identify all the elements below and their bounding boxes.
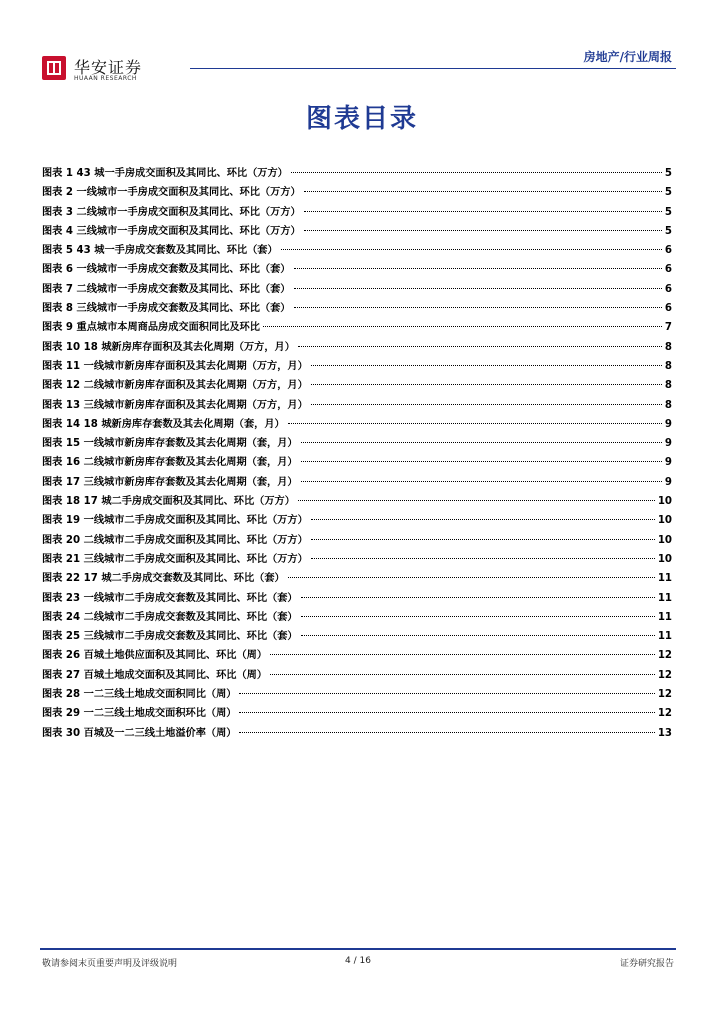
huaan-logo-icon bbox=[42, 56, 66, 80]
toc-entry[interactable] bbox=[42, 646, 672, 665]
toc-entry-page[interactable]: 12 bbox=[657, 650, 672, 662]
toc-entry-label[interactable]: 图表 8 三线城市一手房成交套数及其同比、环比（套） bbox=[42, 303, 291, 315]
toc-entry-page[interactable]: 10 bbox=[657, 515, 672, 527]
toc-entry-page[interactable]: 8 bbox=[664, 399, 672, 411]
toc-entry-page[interactable]: 6 bbox=[664, 283, 672, 295]
toc-entry-label[interactable]: 图表 25 三线城市二手房成交套数及其同比、环比（套） bbox=[42, 631, 298, 643]
toc-dot-leader bbox=[311, 558, 655, 559]
toc-dot-leader bbox=[294, 288, 662, 289]
toc-entry[interactable] bbox=[42, 685, 672, 704]
toc-entry-label[interactable]: 图表 1 43 城一手房成交面积及其同比、环比（万方） bbox=[42, 168, 288, 179]
toc-entry-label[interactable]: 图表 2 一线城市一手房成交面积及其同比、环比（万方） bbox=[42, 187, 301, 199]
toc-entry-page[interactable]: 7 bbox=[664, 322, 672, 334]
toc-entry-label[interactable]: 图表 28 一二三线土地成交面积同比（周） bbox=[42, 689, 237, 701]
toc-entry-page[interactable]: 11 bbox=[657, 592, 672, 604]
toc-entry-label[interactable]: 图表 13 三线城市新房库存面积及其去化周期（万方，月） bbox=[42, 399, 308, 411]
toc-dot-leader bbox=[298, 346, 662, 347]
toc-dot-leader bbox=[270, 654, 655, 655]
toc-entry-label[interactable]: 图表 18 17 城二手房成交面积及其同比、环比（万方） bbox=[42, 496, 295, 508]
toc-dot-leader bbox=[304, 211, 662, 212]
toc-dot-leader bbox=[239, 693, 654, 694]
brand-name-cn: 华安证券 bbox=[74, 58, 143, 77]
toc-entry-page[interactable]: 5 bbox=[664, 168, 672, 179]
toc-entry[interactable] bbox=[42, 531, 672, 550]
toc-dot-leader bbox=[288, 577, 655, 578]
toc-entry[interactable] bbox=[42, 299, 672, 318]
toc-entry[interactable] bbox=[42, 453, 672, 472]
toc-entry-label[interactable]: 图表 17 三线城市新房库存套数及其去化周期（套，月） bbox=[42, 476, 298, 488]
toc-entry[interactable] bbox=[42, 376, 672, 395]
toc-entry-label[interactable]: 图表 24 二线城市二手房成交套数及其同比、环比（套） bbox=[42, 611, 298, 623]
toc-entry-label[interactable]: 图表 21 三线城市二手房成交面积及其同比、环比（万方） bbox=[42, 553, 308, 565]
toc-entry[interactable] bbox=[42, 434, 672, 453]
header-divider bbox=[190, 68, 676, 69]
figure-toc-list bbox=[42, 164, 672, 743]
toc-entry-page[interactable]: 12 bbox=[657, 689, 672, 701]
toc-entry-page[interactable]: 9 bbox=[664, 476, 672, 488]
toc-entry-label[interactable]: 图表 26 百城土地供应面积及其同比、环比（周） bbox=[42, 650, 268, 662]
toc-entry-label[interactable]: 图表 15 一线城市新房库存套数及其去化周期（套，月） bbox=[42, 438, 298, 450]
toc-dot-leader bbox=[311, 519, 655, 520]
toc-entry[interactable] bbox=[42, 164, 672, 183]
toc-entry-page[interactable]: 10 bbox=[657, 534, 672, 546]
page-header bbox=[40, 44, 676, 86]
toc-dot-leader bbox=[311, 384, 662, 385]
toc-entry-label[interactable]: 图表 14 18 城新房库存套数及其去化周期（套，月） bbox=[42, 418, 285, 430]
toc-dot-leader bbox=[239, 732, 654, 733]
toc-entry-page[interactable]: 8 bbox=[664, 341, 672, 353]
toc-entry[interactable] bbox=[42, 357, 672, 376]
toc-entry[interactable] bbox=[42, 724, 672, 743]
toc-entry-page[interactable]: 9 bbox=[664, 418, 672, 430]
toc-dot-leader bbox=[301, 481, 662, 482]
toc-entry[interactable] bbox=[42, 550, 672, 569]
toc-dot-leader bbox=[301, 442, 662, 443]
toc-dot-leader bbox=[294, 307, 662, 308]
toc-dot-leader bbox=[294, 268, 662, 269]
toc-entry-page[interactable]: 6 bbox=[664, 245, 672, 257]
toc-entry-page[interactable]: 5 bbox=[664, 206, 672, 218]
toc-dot-leader bbox=[301, 616, 655, 617]
toc-entry-label[interactable]: 图表 22 17 城二手房成交套数及其同比、环比（套） bbox=[42, 573, 285, 585]
toc-entry-label[interactable]: 图表 16 二线城市新房库存套数及其去化周期（套，月） bbox=[42, 457, 298, 469]
toc-entry-page[interactable]: 9 bbox=[664, 457, 672, 469]
page-title: 图表目录 bbox=[305, 104, 418, 134]
toc-dot-leader bbox=[288, 423, 662, 424]
toc-entry[interactable] bbox=[42, 473, 672, 492]
toc-dot-leader bbox=[270, 674, 655, 675]
toc-entry[interactable] bbox=[42, 589, 672, 608]
toc-entry-page[interactable]: 11 bbox=[657, 631, 672, 643]
toc-entry-label[interactable]: 图表 20 二线城市二手房成交面积及其同比、环比（万方） bbox=[42, 534, 308, 546]
toc-entry-label[interactable]: 图表 10 18 城新房库存面积及其去化周期（万方，月） bbox=[42, 341, 295, 353]
toc-dot-leader bbox=[298, 500, 655, 501]
toc-entry-page[interactable]: 6 bbox=[664, 264, 672, 276]
toc-entry-page[interactable]: 8 bbox=[664, 360, 672, 372]
toc-dot-leader bbox=[301, 635, 655, 636]
toc-entry-label[interactable]: 图表 30 百城及一二三线土地溢价率（周） bbox=[42, 727, 237, 739]
toc-entry[interactable] bbox=[42, 492, 672, 511]
toc-entry-label[interactable]: 图表 19 一线城市二手房成交面积及其同比、环比（万方） bbox=[42, 515, 308, 527]
toc-entry-label[interactable]: 图表 23 一线城市二手房成交套数及其同比、环比（套） bbox=[42, 592, 298, 604]
toc-entry-page[interactable]: 8 bbox=[664, 380, 672, 392]
toc-entry-page[interactable]: 10 bbox=[657, 496, 672, 508]
toc-dot-leader bbox=[281, 249, 662, 250]
toc-entry-page[interactable]: 12 bbox=[657, 669, 672, 681]
toc-dot-leader bbox=[291, 172, 662, 173]
toc-dot-leader bbox=[301, 461, 662, 462]
toc-entry[interactable] bbox=[42, 627, 672, 646]
toc-entry[interactable] bbox=[42, 396, 672, 415]
footer-doc-type: 证券研究报告 bbox=[619, 959, 674, 969]
toc-entry[interactable] bbox=[42, 222, 672, 241]
toc-entry[interactable] bbox=[42, 338, 672, 357]
toc-entry[interactable] bbox=[42, 183, 672, 202]
toc-dot-leader bbox=[311, 539, 655, 540]
toc-dot-leader bbox=[301, 597, 655, 598]
toc-entry[interactable] bbox=[42, 666, 672, 685]
toc-entry-page[interactable]: 6 bbox=[664, 303, 672, 315]
toc-entry[interactable] bbox=[42, 318, 672, 337]
toc-entry-page[interactable]: 5 bbox=[664, 187, 672, 199]
toc-entry-label[interactable]: 图表 27 百城土地成交面积及其同比、环比（周） bbox=[42, 669, 268, 681]
toc-entry[interactable] bbox=[42, 203, 672, 222]
toc-entry-label[interactable]: 图表 7 二线城市一手房成交套数及其同比、环比（套） bbox=[42, 283, 291, 295]
footer-divider bbox=[40, 948, 676, 950]
toc-entry[interactable] bbox=[42, 704, 672, 723]
toc-dot-leader bbox=[304, 191, 662, 192]
toc-entry-page[interactable]: 11 bbox=[657, 611, 672, 623]
toc-entry[interactable] bbox=[42, 511, 672, 530]
toc-entry-page[interactable]: 12 bbox=[657, 708, 672, 720]
toc-entry[interactable] bbox=[42, 415, 672, 434]
toc-dot-leader bbox=[263, 326, 662, 327]
toc-dot-leader bbox=[304, 230, 662, 231]
toc-entry-label[interactable]: 图表 5 43 城一手房成交套数及其同比、环比（套） bbox=[42, 245, 278, 257]
toc-entry-label[interactable]: 图表 9 重点城市本周商品房成交面积同比及环比 bbox=[42, 322, 260, 334]
toc-entry-page[interactable]: 11 bbox=[657, 573, 672, 585]
page-number: 4 / 16 bbox=[345, 956, 371, 966]
report-type-label: 房地产/行业周报 bbox=[583, 50, 672, 64]
toc-entry[interactable] bbox=[42, 608, 672, 627]
toc-entry[interactable] bbox=[42, 241, 672, 260]
toc-dot-leader bbox=[311, 404, 662, 405]
toc-entry-label[interactable]: 图表 4 三线城市一手房成交面积及其同比、环比（万方） bbox=[42, 225, 301, 237]
toc-entry-page[interactable]: 13 bbox=[657, 727, 672, 739]
toc-entry-page[interactable]: 9 bbox=[664, 438, 672, 450]
toc-entry[interactable] bbox=[42, 260, 672, 279]
footer-disclaimer: 敬请参阅末页重要声明及评级说明 bbox=[42, 959, 178, 969]
toc-entry-page[interactable]: 5 bbox=[664, 225, 672, 237]
toc-entry-label[interactable]: 图表 12 二线城市新房库存面积及其去化周期（万方，月） bbox=[42, 380, 308, 392]
toc-dot-leader bbox=[311, 365, 662, 366]
toc-entry-label[interactable]: 图表 11 一线城市新房库存面积及其去化周期（万方，月） bbox=[42, 360, 308, 372]
toc-entry-label[interactable]: 图表 3 二线城市一手房成交面积及其同比、环比（万方） bbox=[42, 206, 301, 218]
toc-entry-page[interactable]: 10 bbox=[657, 553, 672, 565]
toc-entry[interactable] bbox=[42, 569, 672, 588]
toc-dot-leader bbox=[239, 712, 654, 713]
brand-name-en: HUAAN RESEARCH bbox=[74, 75, 137, 82]
toc-entry-label[interactable]: 图表 29 一二三线土地成交面积环比（周） bbox=[42, 708, 237, 720]
toc-entry[interactable] bbox=[42, 280, 672, 299]
toc-entry-label[interactable]: 图表 6 一线城市一手房成交套数及其同比、环比（套） bbox=[42, 264, 291, 276]
